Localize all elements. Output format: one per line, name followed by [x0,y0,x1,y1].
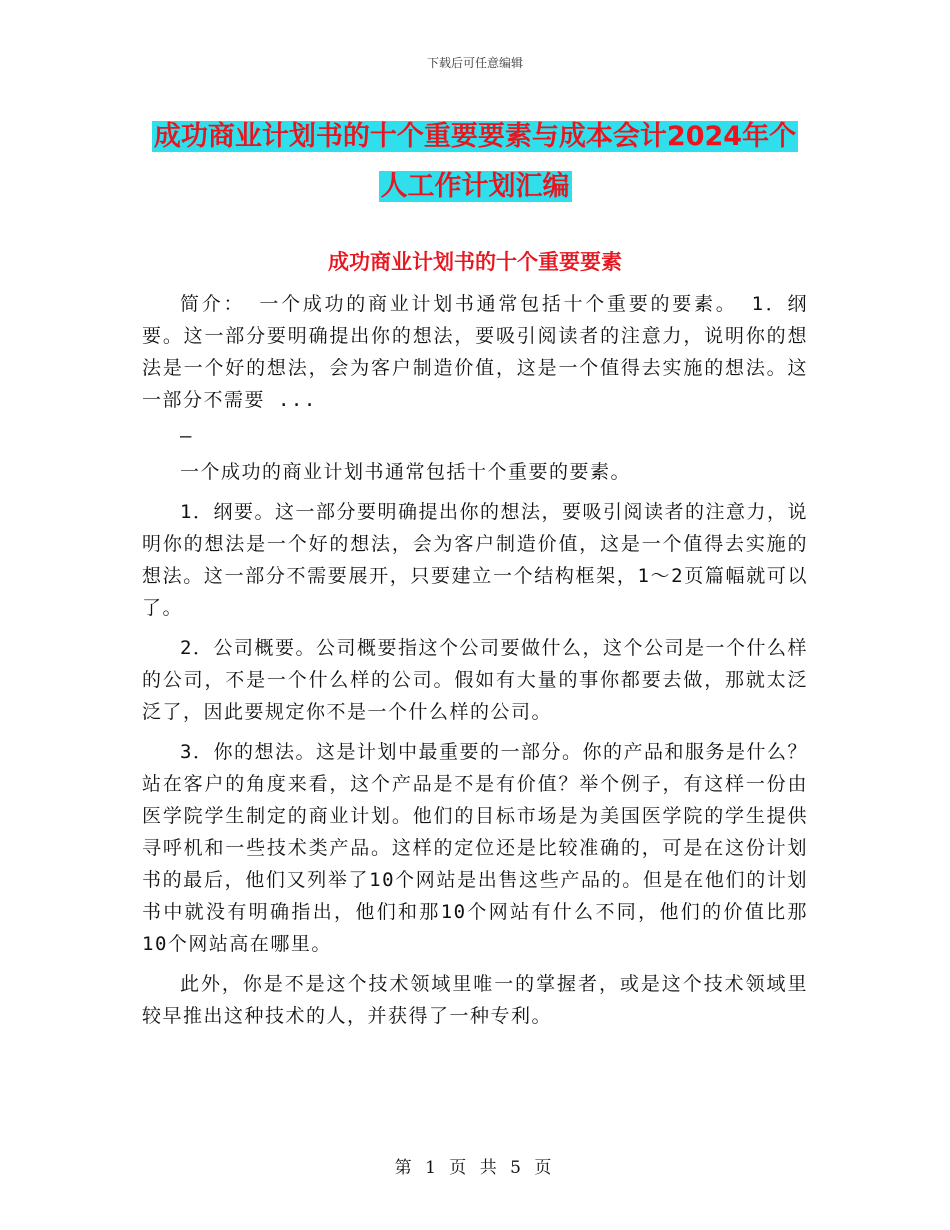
paragraph-summary: 简介： 一个成功的商业计划书通常包括十个重要的要素。 1．纲要。这一部分要明确提出你的想法，要吸引阅读者的注意力，说明你的想法是一个好的想法，会为客户制造价值，这是一个值得去实施的想法。这一部分不需要 ... [142,293,808,411]
page-footer: 第 1 页 共 5 页 [394,1158,556,1178]
paragraph-addendum: 此外，你是不是这个技术领域里唯一的掌握者，或是这个技术领域里较早推出这种技术的人，并获得了一种专利。 [142,973,808,1027]
paragraph-item-3: 3．你的想法。这是计划中最重要的一部分。你的产品和服务是什么？站在客户的角度来看，这个产品是不是有价值？举个例子，有这样一份由医学院学生制定的商业计划。他们的目标市场是为美国医学院的学生提供寻呼机和一些技术类产品。这样的定位还是比较准确的，可是在这份计划书的最后，他们又列举了10个网站是出售这些产品的。但是在他们的计划书中就没有明确指出，他们和那10个网站有什么不同，他们的价值比那10个网站高在哪里。 [142,741,808,955]
paragraph-item-2: 2．公司概要。公司概要指这个公司要做什么，这个公司是一个什么样的公司，不是一个什么样的公司。假如有大量的事你都要去做，那就太泛泛了，因此要规定你不是一个什么样的公司。 [142,637,808,723]
paragraph-intro: 一个成功的商业计划书通常包括十个重要的要素。 [180,461,632,483]
paragraph-separator: – [180,425,193,447]
document-title [0,112,950,212]
paragraph-item-1: 1．纲要。这一部分要明确提出你的想法，要吸引阅读者的注意力，说明你的想法是一个好的想法，会为客户制造价值，这是一个值得去实施的想法。这一部分不需要展开，只要建立一个结构框架，1～2页篇幅就可以了。 [142,501,808,619]
header-note: 下载后可任意编辑 [426,56,523,70]
document-title-line-1: 成功商业计划书的十个重要要素与成本会计2024年个 [153,121,797,152]
section-title: 成功商业计划书的十个重要要素 [328,250,622,274]
document-body [142,288,808,1040]
document-title-line-2: 人工作计划汇编 [380,171,570,202]
